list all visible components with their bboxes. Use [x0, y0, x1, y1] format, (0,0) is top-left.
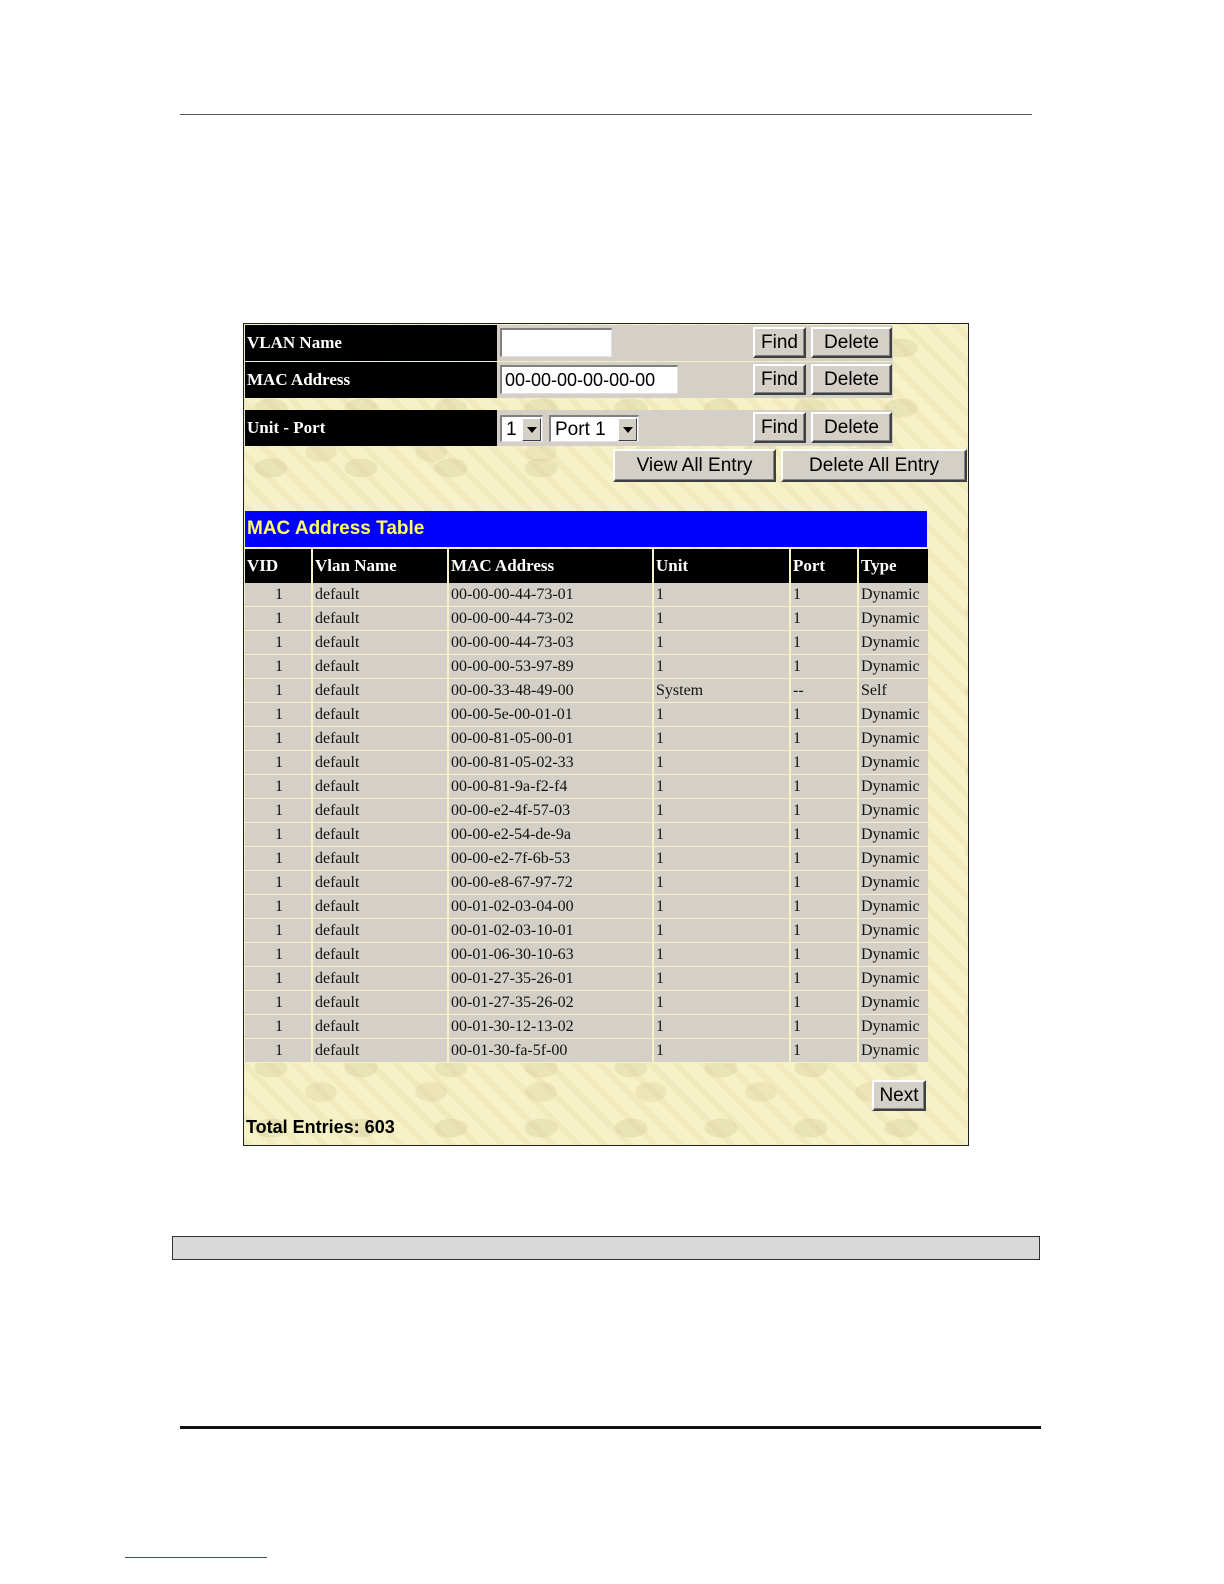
- port-cell: 1: [791, 607, 859, 631]
- mac-address-cell: 00-00-00-44-73-01: [449, 583, 654, 607]
- vlan-name-cell: default: [313, 967, 449, 991]
- port-cell: 1: [791, 943, 859, 967]
- table-row: [245, 703, 928, 727]
- view-all-entry-button[interactable]: View All Entry: [613, 449, 776, 482]
- port-cell: 1: [791, 919, 859, 943]
- mac-address-cell: 00-00-81-05-02-33: [449, 751, 654, 775]
- vlan-name-label: VLAN Name: [245, 325, 497, 361]
- table-row: [245, 727, 928, 751]
- port-cell: 1: [791, 583, 859, 607]
- table-row: [245, 751, 928, 775]
- type-cell: Dynamic: [859, 751, 928, 775]
- table-row: [245, 631, 928, 655]
- vlan-name-cell: default: [313, 751, 449, 775]
- unit-cell: 1: [654, 775, 791, 799]
- type-cell: Self: [859, 679, 928, 703]
- type-cell: Dynamic: [859, 1015, 928, 1039]
- vlan-name-cell: default: [313, 631, 449, 655]
- vlan-name-cell: default: [313, 1015, 449, 1039]
- table-row: [245, 871, 928, 895]
- mac-address-cell: 00-00-00-53-97-89: [449, 655, 654, 679]
- type-cell: Dynamic: [859, 967, 928, 991]
- delete-all-entry-button[interactable]: Delete All Entry: [781, 449, 967, 482]
- mac-address-cell: 00-00-81-05-00-01: [449, 727, 654, 751]
- type-cell: Dynamic: [859, 871, 928, 895]
- mac-address-panel: [243, 323, 969, 1146]
- port-cell: 1: [791, 847, 859, 871]
- port-cell: 1: [791, 775, 859, 799]
- port-cell: 1: [791, 991, 859, 1015]
- vlan-name-cell: default: [313, 703, 449, 727]
- unit-cell: 1: [654, 751, 791, 775]
- mac-address-cell: 00-01-06-30-10-63: [449, 943, 654, 967]
- vlan-delete-button[interactable]: Delete: [811, 327, 892, 358]
- port-select[interactable]: [549, 415, 639, 442]
- column-header-mac-address: MAC Address: [449, 549, 654, 583]
- total-entries: Total Entries: 603: [246, 1117, 395, 1137]
- vid-cell: 1: [245, 727, 313, 751]
- table-row: [245, 583, 928, 607]
- vid-cell: 1: [245, 631, 313, 655]
- port-cell: 1: [791, 655, 859, 679]
- unit-cell: 1: [654, 919, 791, 943]
- unit-cell: 1: [654, 727, 791, 751]
- type-cell: Dynamic: [859, 655, 928, 679]
- vid-cell: 1: [245, 871, 313, 895]
- vid-cell: 1: [245, 847, 313, 871]
- type-cell: Dynamic: [859, 943, 928, 967]
- vid-cell: 1: [245, 919, 313, 943]
- footer-rule: [180, 1426, 1041, 1429]
- port-cell: 1: [791, 823, 859, 847]
- column-header-vid: VID: [245, 549, 313, 583]
- vlan-name-cell: default: [313, 871, 449, 895]
- mac-find-button[interactable]: Find: [753, 364, 806, 395]
- mac-address-cell: 00-00-e2-7f-6b-53: [449, 847, 654, 871]
- vlan-name-cell: default: [313, 727, 449, 751]
- unit-cell: 1: [654, 1039, 791, 1063]
- mac-address-cell: 00-01-02-03-04-00: [449, 895, 654, 919]
- chevron-down-icon[interactable]: [522, 418, 541, 441]
- table-row: [245, 943, 928, 967]
- vlan-name-cell: default: [313, 799, 449, 823]
- vid-cell: 1: [245, 775, 313, 799]
- unit-cell: 1: [654, 703, 791, 727]
- vlan-name-input[interactable]: [500, 328, 612, 357]
- vlan-name-cell: default: [313, 775, 449, 799]
- type-cell: Dynamic: [859, 799, 928, 823]
- vid-cell: 1: [245, 943, 313, 967]
- mac-address-cell: 00-00-e2-4f-57-03: [449, 799, 654, 823]
- vid-cell: 1: [245, 583, 313, 607]
- type-cell: Dynamic: [859, 991, 928, 1015]
- column-header-vlan-name: Vlan Name: [313, 549, 449, 583]
- footer-link-underline[interactable]: [125, 1557, 267, 1558]
- vlan-name-cell: default: [313, 1039, 449, 1063]
- unit-cell: 1: [654, 583, 791, 607]
- table-row: [245, 1015, 928, 1039]
- vlan-name-cell: default: [313, 919, 449, 943]
- vid-cell: 1: [245, 751, 313, 775]
- vlan-find-button[interactable]: Find: [753, 327, 806, 358]
- table-row: [245, 991, 928, 1015]
- vid-cell: 1: [245, 799, 313, 823]
- vid-cell: 1: [245, 607, 313, 631]
- type-cell: Dynamic: [859, 727, 928, 751]
- port-cell: 1: [791, 751, 859, 775]
- unit-cell: 1: [654, 607, 791, 631]
- port-cell: 1: [791, 727, 859, 751]
- mac-address-table: [245, 549, 928, 1063]
- unit-port-label: Unit - Port: [245, 410, 497, 446]
- mac-address-table-title: MAC Address Table: [245, 511, 927, 547]
- vid-cell: 1: [245, 1039, 313, 1063]
- table-row: [245, 679, 928, 703]
- unit-port-delete-button[interactable]: Delete: [811, 412, 892, 443]
- mac-address-cell: 00-00-81-9a-f2-f4: [449, 775, 654, 799]
- port-cell: 1: [791, 1039, 859, 1063]
- table-header-row: [245, 549, 928, 583]
- table-row: [245, 799, 928, 823]
- table-row: [245, 775, 928, 799]
- mac-address-cell: 00-01-30-fa-5f-00: [449, 1039, 654, 1063]
- unit-cell: 1: [654, 871, 791, 895]
- type-cell: Dynamic: [859, 1039, 928, 1063]
- port-cell: 1: [791, 703, 859, 727]
- unit-cell: 1: [654, 847, 791, 871]
- type-cell: Dynamic: [859, 607, 928, 631]
- vid-cell: 1: [245, 1015, 313, 1039]
- vlan-name-cell: default: [313, 607, 449, 631]
- vlan-name-cell: default: [313, 991, 449, 1015]
- unit-cell: 1: [654, 1015, 791, 1039]
- vid-cell: 1: [245, 655, 313, 679]
- vlan-name-cell: default: [313, 583, 449, 607]
- type-cell: Dynamic: [859, 847, 928, 871]
- mac-address-cell: 00-00-e8-67-97-72: [449, 871, 654, 895]
- unit-cell: 1: [654, 967, 791, 991]
- port-select-value: Port 1: [555, 419, 606, 440]
- column-header-unit: Unit: [654, 549, 791, 583]
- column-header-type: Type: [859, 549, 928, 583]
- vid-cell: 1: [245, 991, 313, 1015]
- mac-delete-button[interactable]: Delete: [811, 364, 892, 395]
- port-cell: 1: [791, 967, 859, 991]
- port-cell: --: [791, 679, 859, 703]
- mac-address-cell: 00-00-5e-00-01-01: [449, 703, 654, 727]
- type-cell: Dynamic: [859, 775, 928, 799]
- vlan-name-cell: default: [313, 823, 449, 847]
- chevron-down-icon[interactable]: [618, 418, 637, 441]
- table-row: [245, 1039, 928, 1063]
- type-cell: Dynamic: [859, 631, 928, 655]
- mac-address-input[interactable]: 00-00-00-00-00-00: [500, 365, 678, 394]
- mac-address-cell: 00-01-27-35-26-02: [449, 991, 654, 1015]
- mac-address-cell: 00-00-e2-54-de-9a: [449, 823, 654, 847]
- vid-cell: 1: [245, 679, 313, 703]
- vlan-name-cell: default: [313, 655, 449, 679]
- mac-address-cell: 00-00-00-44-73-02: [449, 607, 654, 631]
- table-row: [245, 823, 928, 847]
- table-row: [245, 967, 928, 991]
- unit-cell: 1: [654, 799, 791, 823]
- mac-address-cell: 00-01-30-12-13-02: [449, 1015, 654, 1039]
- unit-cell: 1: [654, 895, 791, 919]
- type-cell: Dynamic: [859, 895, 928, 919]
- table-row: [245, 847, 928, 871]
- unit-select[interactable]: [500, 415, 543, 442]
- mac-address-cell: 00-00-33-48-49-00: [449, 679, 654, 703]
- type-cell: Dynamic: [859, 583, 928, 607]
- port-cell: 1: [791, 631, 859, 655]
- port-cell: 1: [791, 1015, 859, 1039]
- vid-cell: 1: [245, 967, 313, 991]
- unit-cell: 1: [654, 943, 791, 967]
- column-header-port: Port: [791, 549, 859, 583]
- mac-address-cell: 00-01-02-03-10-01: [449, 919, 654, 943]
- type-cell: Dynamic: [859, 823, 928, 847]
- mac-address-cell: 00-00-00-44-73-03: [449, 631, 654, 655]
- vid-cell: 1: [245, 895, 313, 919]
- vlan-name-cell: default: [313, 679, 449, 703]
- port-cell: 1: [791, 871, 859, 895]
- unit-cell: 1: [654, 991, 791, 1015]
- vlan-name-cell: default: [313, 943, 449, 967]
- mac-address-label: MAC Address: [245, 362, 497, 398]
- unit-port-find-button[interactable]: Find: [753, 412, 806, 443]
- unit-cell: 1: [654, 631, 791, 655]
- header-rule: [180, 114, 1032, 115]
- vid-cell: 1: [245, 823, 313, 847]
- vlan-name-cell: default: [313, 847, 449, 871]
- mac-address-cell: 00-01-27-35-26-01: [449, 967, 654, 991]
- figure-caption-bar: [172, 1236, 1040, 1260]
- unit-cell: 1: [654, 823, 791, 847]
- type-cell: Dynamic: [859, 703, 928, 727]
- unit-cell: 1: [654, 655, 791, 679]
- unit-cell: System: [654, 679, 791, 703]
- unit-select-value: 1: [506, 419, 517, 440]
- table-row: [245, 895, 928, 919]
- table-row: [245, 919, 928, 943]
- table-row: [245, 655, 928, 679]
- vid-cell: 1: [245, 703, 313, 727]
- type-cell: Dynamic: [859, 919, 928, 943]
- vlan-name-cell: default: [313, 895, 449, 919]
- port-cell: 1: [791, 895, 859, 919]
- next-page-button[interactable]: Next: [872, 1080, 926, 1111]
- port-cell: 1: [791, 799, 859, 823]
- table-row: [245, 607, 928, 631]
